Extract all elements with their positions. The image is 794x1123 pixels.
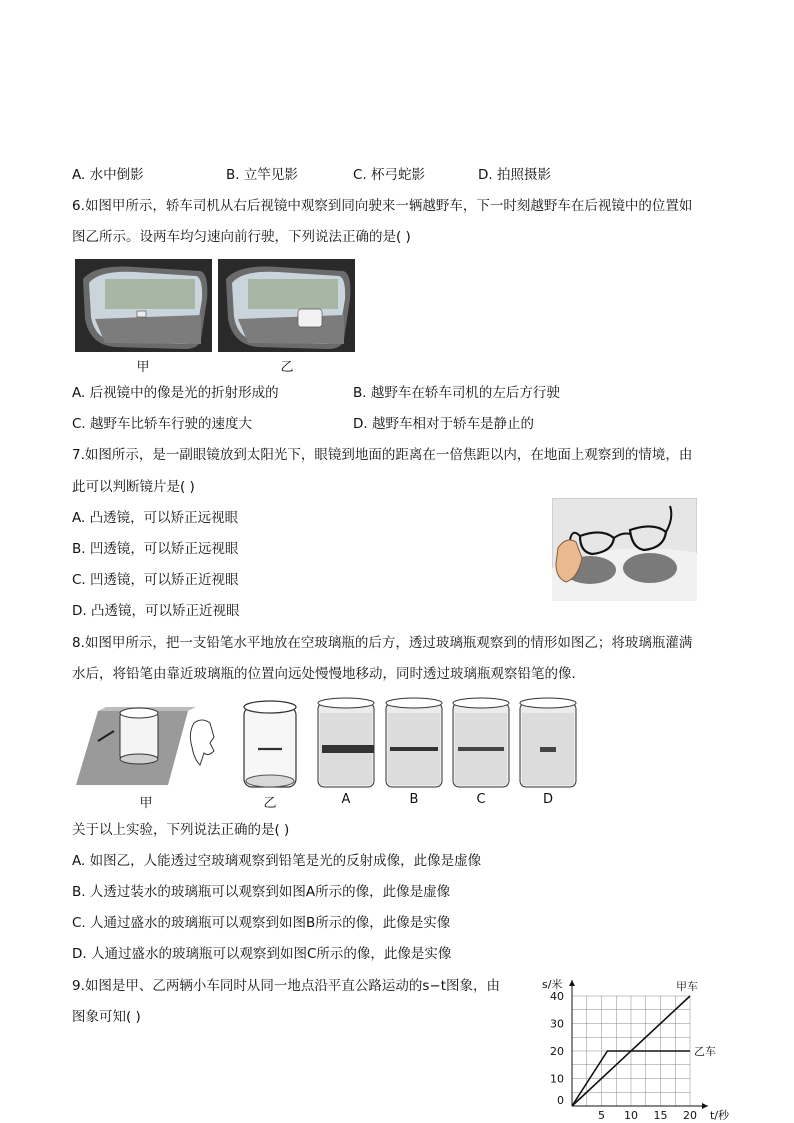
q8-option-b: B. 人透过装水的玻璃瓶可以观察到如图A所示的像，此像是虚像 xyxy=(72,884,451,900)
q8-caption-d: D xyxy=(542,792,553,807)
q6-mirror-figure-jia xyxy=(75,259,212,352)
q9-stem-line2: 图象可知( ) xyxy=(72,1009,141,1025)
q6-option-b: B. 越野车在轿车司机的左后方行驶 xyxy=(353,385,560,401)
x-axis-label: t/秒 xyxy=(710,1109,730,1120)
q8-stem-line2: 水后，将铅笔由靠近玻璃瓶的位置向远处慢慢地移动，同时透过玻璃瓶观察铅笔的像． xyxy=(72,666,585,682)
q8-option-d: D. 人通过盛水的玻璃瓶可以观察到如图C所示的像，此像是实像 xyxy=(72,946,452,962)
q7-stem-line2: 此可以判断镜片是( ) xyxy=(72,479,195,495)
x-tick-label: 20 xyxy=(683,1109,697,1120)
q8-caption-yi: 乙 xyxy=(263,796,277,811)
q8-stem-question: 关于以上实验，下列说法正确的是( ) xyxy=(72,822,290,838)
q7-option-a: A. 凸透镜，可以矫正远视眼 xyxy=(72,510,239,526)
q7-glasses-figure xyxy=(552,498,697,601)
q7-option-d: D. 凸透镜，可以矫正近视眼 xyxy=(72,603,240,619)
q6-caption-yi: 乙 xyxy=(280,360,294,375)
q7-stem-line1: 7.如图所示，是一副眼镜放到太阳光下，眼镜到地面的距离在一倍焦距以内，在地面上观察到的情境，由 xyxy=(72,447,693,463)
x-axis-arrow xyxy=(702,1103,708,1109)
q8-caption-jia: 甲 xyxy=(139,796,153,811)
q6-option-c: C. 越野车比轿车行驶的速度大 xyxy=(72,416,253,432)
q6-mirror-figure-yi xyxy=(218,259,355,352)
q6-stem-line2: 图乙所示。设两车均匀速向前行驶，下列说法正确的是( ) xyxy=(72,229,411,245)
q9-stem-line1: 9.如图是甲、乙两辆小车同时从同一地点沿平直公路运动的s−t图象，由 xyxy=(72,978,501,994)
q5-option-d: D. 拍照摄影 xyxy=(478,167,551,183)
y-tick-label: 10 xyxy=(550,1072,564,1086)
q8-option-c: C. 人通过盛水的玻璃瓶可以观察到如图B所示的像，此像是实像 xyxy=(72,915,451,931)
q8-experiment-figure xyxy=(76,693,581,789)
y-tick-label: 30 xyxy=(550,1017,564,1031)
q6-option-a: A. 后视镜中的像是光的折射形成的 xyxy=(72,385,279,401)
chart-labels xyxy=(542,977,730,1120)
s-t-graph xyxy=(536,970,736,1120)
y-axis-arrow xyxy=(569,980,575,986)
q5-option-b: B. 立竿见影 xyxy=(226,167,298,183)
q5-option-a: A. 水中倒影 xyxy=(72,167,144,183)
x-tick-label: 15 xyxy=(653,1109,668,1120)
series-label-2: 乙车 xyxy=(694,1045,716,1058)
q8-caption-c: C xyxy=(476,792,486,807)
q6-option-d: D. 越野车相对于轿车是静止的 xyxy=(353,416,534,432)
y-axis-label: s/米 xyxy=(542,978,563,991)
q8-caption-b: B xyxy=(409,792,419,807)
q6-stem-line1: 6.如图甲所示，轿车司机从右后视镜中观察到同向驶来一辆越野车，下一时刻越野车在后视镜中的位置如 xyxy=(72,198,693,214)
q5-option-c: C. 杯弓蛇影 xyxy=(353,167,426,183)
x-tick-label: 5 xyxy=(598,1109,605,1120)
q7-option-c: C. 凹透镜，可以矫正近视眼 xyxy=(72,572,239,588)
q6-caption-jia: 甲 xyxy=(136,360,150,375)
y-tick-label: 40 xyxy=(550,990,564,1003)
y-tick-label: 20 xyxy=(550,1045,564,1058)
series-label-1: 甲车 xyxy=(676,980,698,993)
q7-option-b: B. 凹透镜，可以矫正远视眼 xyxy=(72,541,239,557)
q8-stem-line1: 8.如图甲所示，把一支铅笔水平地放在空玻璃瓶的后方，透过玻璃瓶观察到的情形如图乙；将玻璃瓶灌满 xyxy=(72,635,693,651)
q8-option-a: A. 如图乙，人能透过空玻璃观察到铅笔是光的反射成像，此像是虚像 xyxy=(72,853,482,869)
x-tick-label: 10 xyxy=(624,1109,638,1120)
y-tick-label: 0 xyxy=(557,1094,564,1107)
q8-caption-a: A xyxy=(341,792,351,807)
